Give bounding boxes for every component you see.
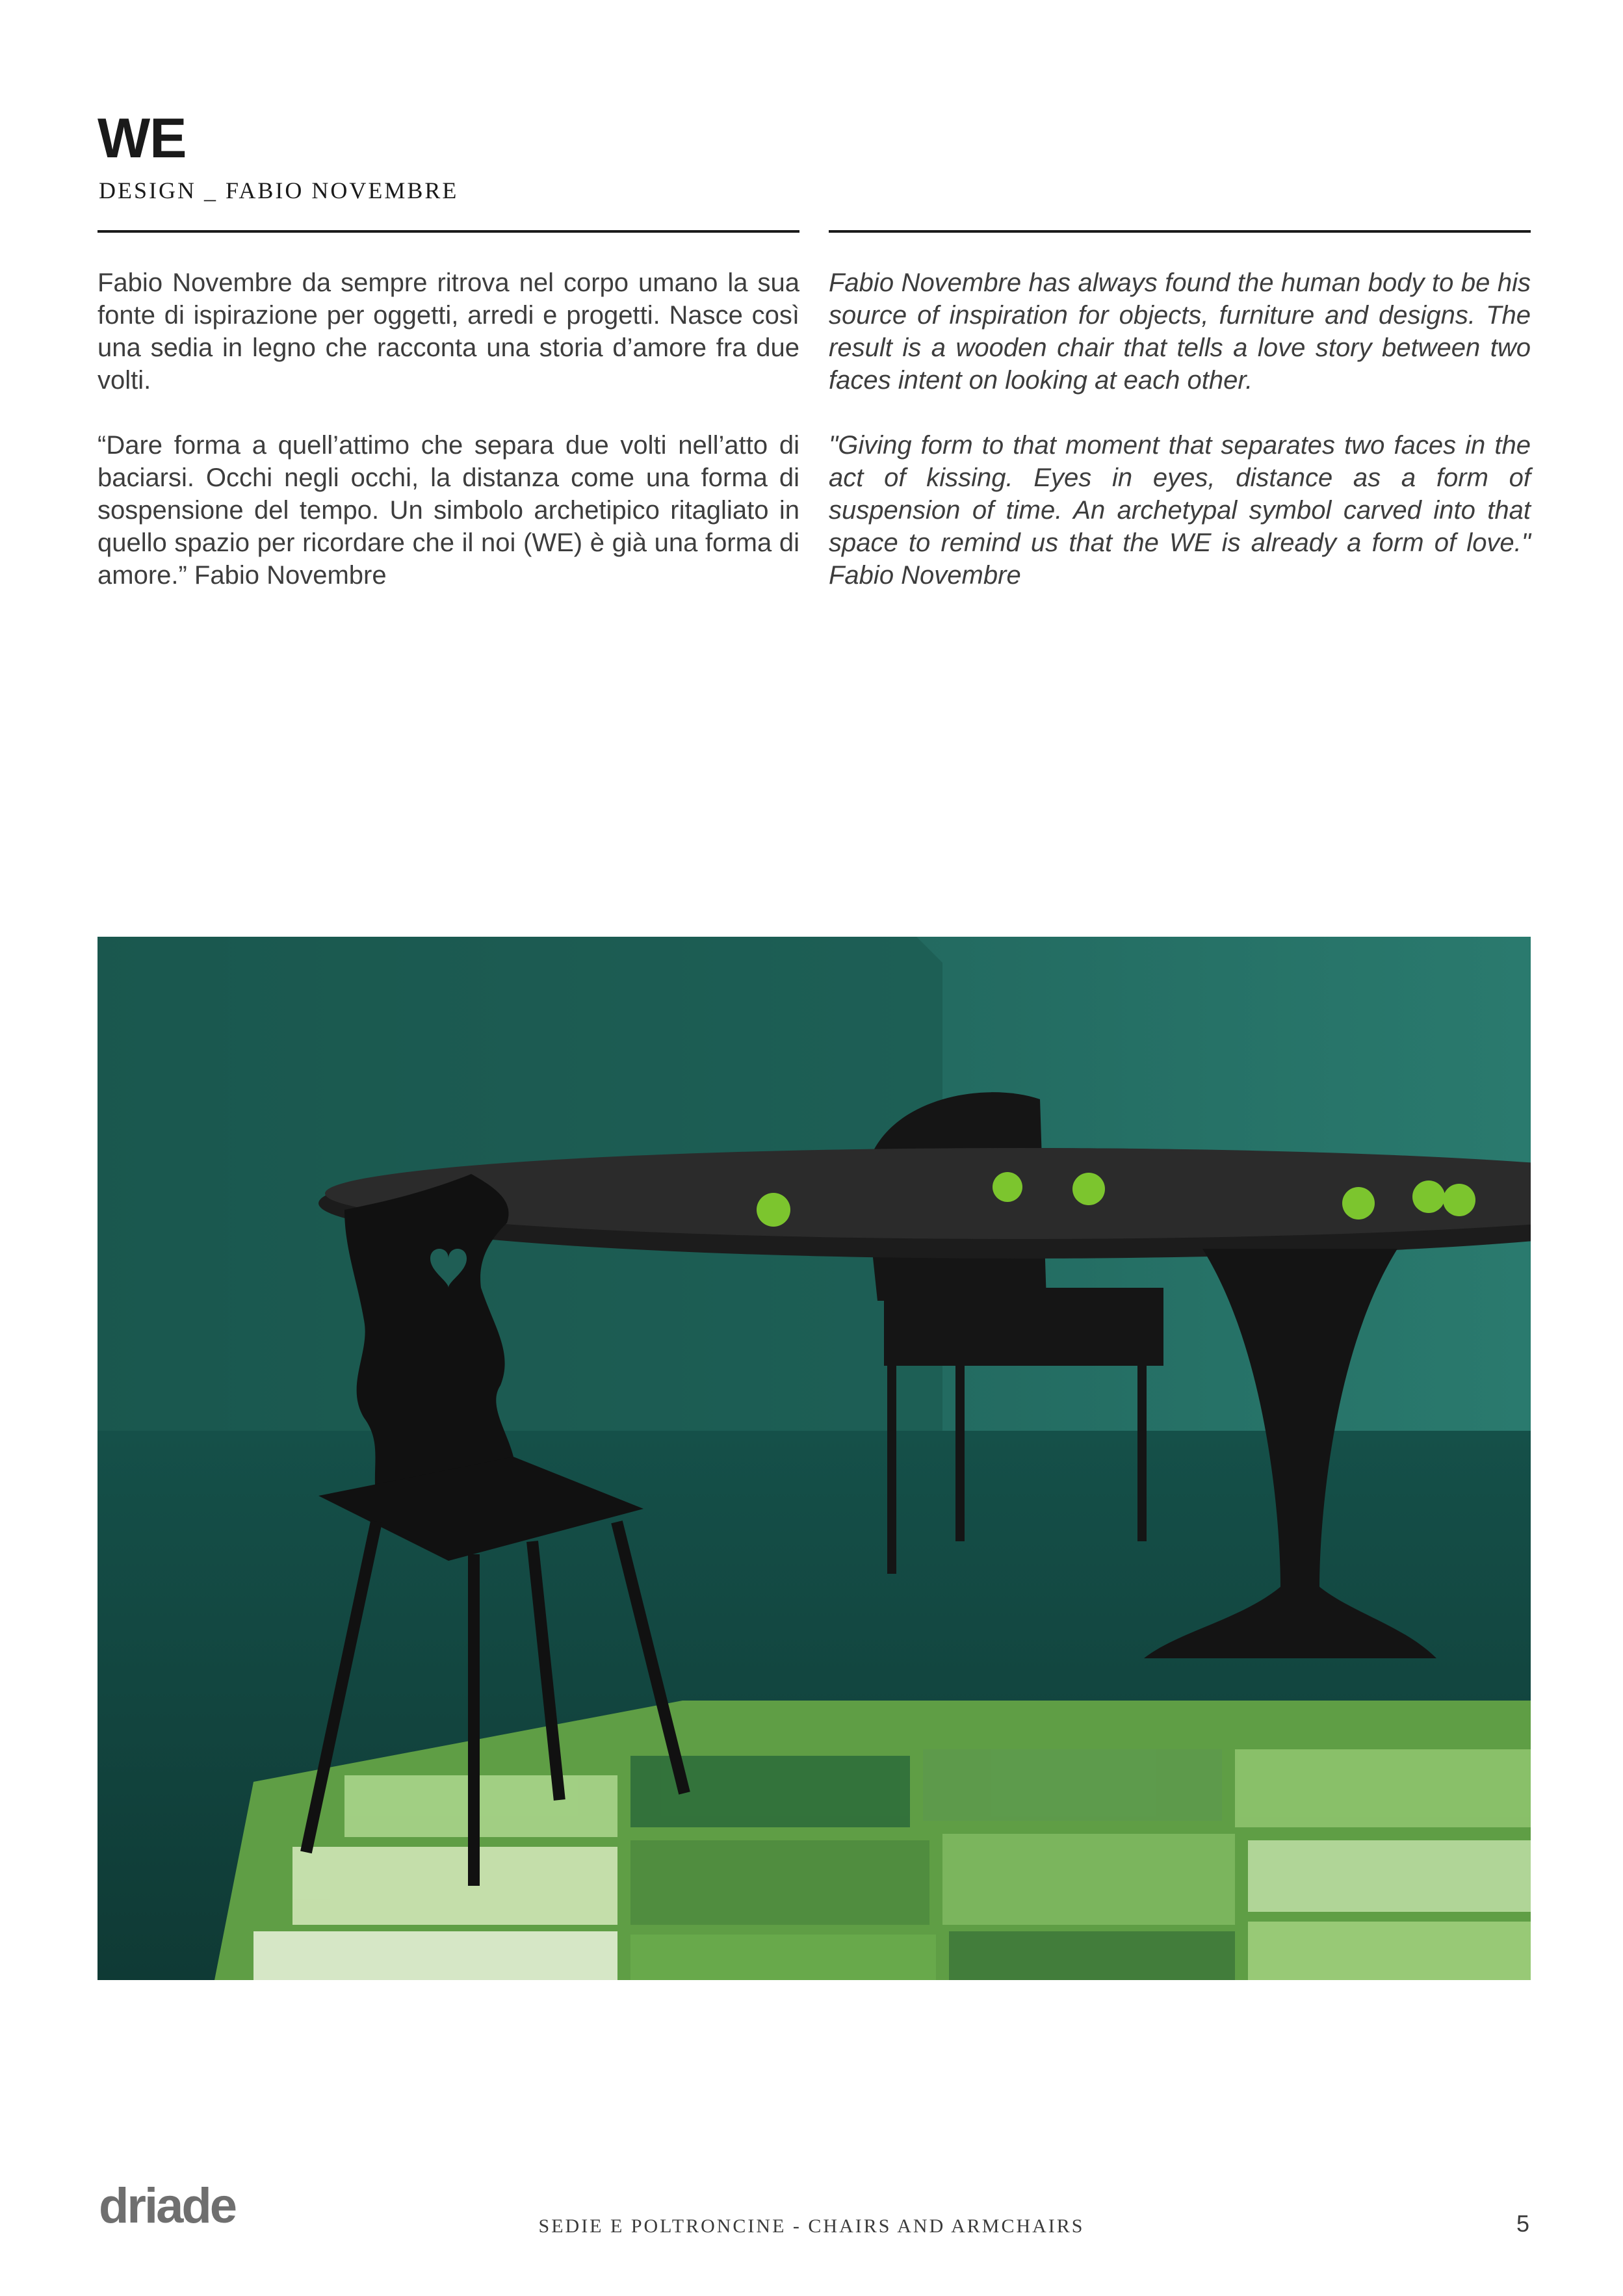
product-title: WE (97, 107, 187, 170)
english-text-column (829, 267, 1531, 624)
designer-credit: DESIGN _ FABIO NOVEMBRE (99, 177, 459, 203)
italian-text-column (97, 267, 799, 624)
english-paragraph-2: "Giving form to that moment that separates two faces in the act of kissing. Eyes in eyes, distance as a form of suspension of time. An archetypal symbol carved into that space to remind us that the WE is already a form of love." Fabio Novembre (829, 431, 1531, 590)
page-number: 5 (1516, 2210, 1530, 2237)
divider-left (97, 230, 799, 233)
english-paragraph-1: Fabio Novembre has always found the human body to be his source of inspiration for objects, furniture and designs. The result is a wooden chair that tells a love story between two faces intent on looking at each other. (829, 268, 1531, 395)
footer-section-title: SEDIE E POLTRONCINE - CHAIRS AND ARMCHAIRS (538, 2215, 1085, 2237)
product-photo (97, 937, 1531, 1980)
rug-squares (253, 1749, 1531, 1980)
driade-logo: driade (99, 2178, 236, 2234)
italian-paragraph-2: “Dare forma a quell’attimo che separa due volti nell’atto di baciarsi. Occhi negli occhi, la distanza come una forma di sospensione del tempo. Un simbolo archetipico ritagliato in quello spazio per ricordare che il noi (WE) è già una forma di amore.” Fabio Novembre (97, 431, 799, 590)
interior-scene-illustration (97, 937, 1531, 1980)
italian-paragraph-1: Fabio Novembre da sempre ritrova nel corpo umano la sua fonte di ispirazione per oggetti, arredi e progetti. Nasce così una sedia in legno che racconta una storia d’amore fra due volti. (97, 268, 799, 395)
divider-right (829, 230, 1531, 233)
